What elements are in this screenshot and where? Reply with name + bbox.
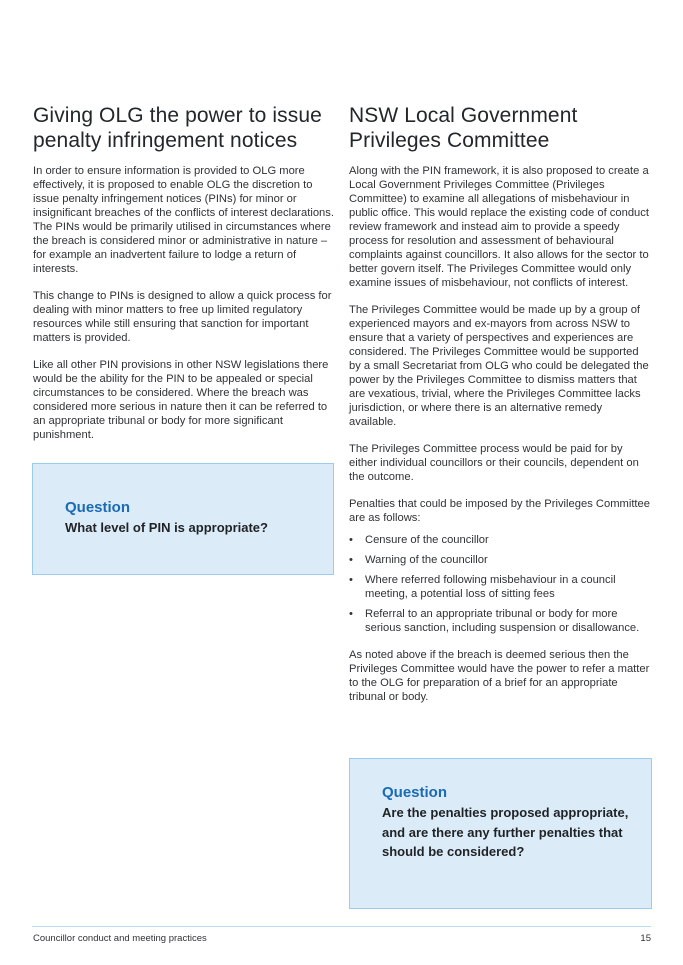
- committee-paragraph-1: Along with the PIN framework, it is also proposed to create a Local Government Privileges Committee (Privileges Committee) to examine all allegations of misbehaviour in public office. This would replace the existing code of conduct review framework and instead aim to provide a speedy process for resolution and assessment of behavioural complaints against councillors. It also allows for the sector to better govern itself. The Privileges Committee would only examine issues of misbehaviour, not conflicts of interest.: [349, 165, 649, 289]
- right-column: [349, 103, 651, 717]
- list-item: • Warning of the councillor: [349, 553, 651, 567]
- pin-section-heading: Giving OLG the power to issue penalty infringement notices: [33, 104, 322, 152]
- footer-divider: [32, 926, 651, 927]
- pin-paragraph-2: This change to PINs is designed to allow a quick process for dealing with minor matters to free up limited regulatory resources while still ensuring that sanction for important matters is provided.: [33, 290, 332, 344]
- privileges-committee-heading: NSW Local Government Privileges Committee: [349, 104, 578, 152]
- committee-closing-paragraph: As noted above if the breach is deemed serious then the Privileges Committee would have the power to refer a matter to the OLG for preparation of a brief for an appropriate tribunal or body.: [349, 649, 650, 703]
- question-text: Are the penalties proposed appropriate, and are there any further penalties that should be considered?: [382, 805, 629, 859]
- pin-paragraph-1: In order to ensure information is provided to OLG more effectively, it is proposed to enable OLG the discretion to issue penalty infringement notices (PINs) for minor or insignificant breaches of the conflicts of interest declarations. The PINs would be primarily utilised in circumstances where the breach is considered minor or administrative in nature – for example an inadvertent failure to lodge a return of interests.: [33, 165, 334, 275]
- page-number: 15: [640, 933, 651, 944]
- penalties-list: [349, 533, 651, 635]
- footer-document-title: Councillor conduct and meeting practices: [33, 933, 207, 944]
- committee-paragraph-3: The Privileges Committee process would be paid for by either individual councillors or their councils, dependent on the outcome.: [349, 443, 639, 483]
- committee-paragraph-2: The Privileges Committee would be made up by a group of experienced mayors and ex-mayors from across NSW to ensure that a variety of perspectives and experiences are considered. The Privileges Committee would be supported by a small Secretariat from OLG who could be delegated the power by the Privileges Committee to dismiss matters that are vexatious, trivial, where the Privileges Committee lacks jurisdiction, or where there is an alternative remedy available.: [349, 304, 649, 428]
- question-text: What level of PIN is appropriate?: [65, 520, 268, 535]
- left-column: [33, 103, 338, 455]
- list-item: • Referral to an appropriate tribunal or body for more serious sanction, including suspension or disallowance.: [349, 607, 651, 635]
- question-title: Question: [382, 784, 448, 801]
- penalties-question-box: [349, 758, 652, 909]
- list-item: • Where referred following misbehaviour in a council meeting, a potential loss of sitting fees: [349, 573, 651, 601]
- pin-paragraph-3: Like all other PIN provisions in other NSW legislations there would be the ability for the PIN to be appealed or special circumstances to be considered. Where the breach was considered more serious in nature then it can be referred to an appropriate tribunal or body for more significant punishment.: [33, 359, 329, 441]
- committee-paragraph-4: Penalties that could be imposed by the Privileges Committee are as follows:: [349, 498, 650, 524]
- list-item: • Censure of the councillor: [349, 533, 651, 547]
- pin-question-box: [32, 463, 334, 575]
- question-title: Question: [65, 499, 131, 516]
